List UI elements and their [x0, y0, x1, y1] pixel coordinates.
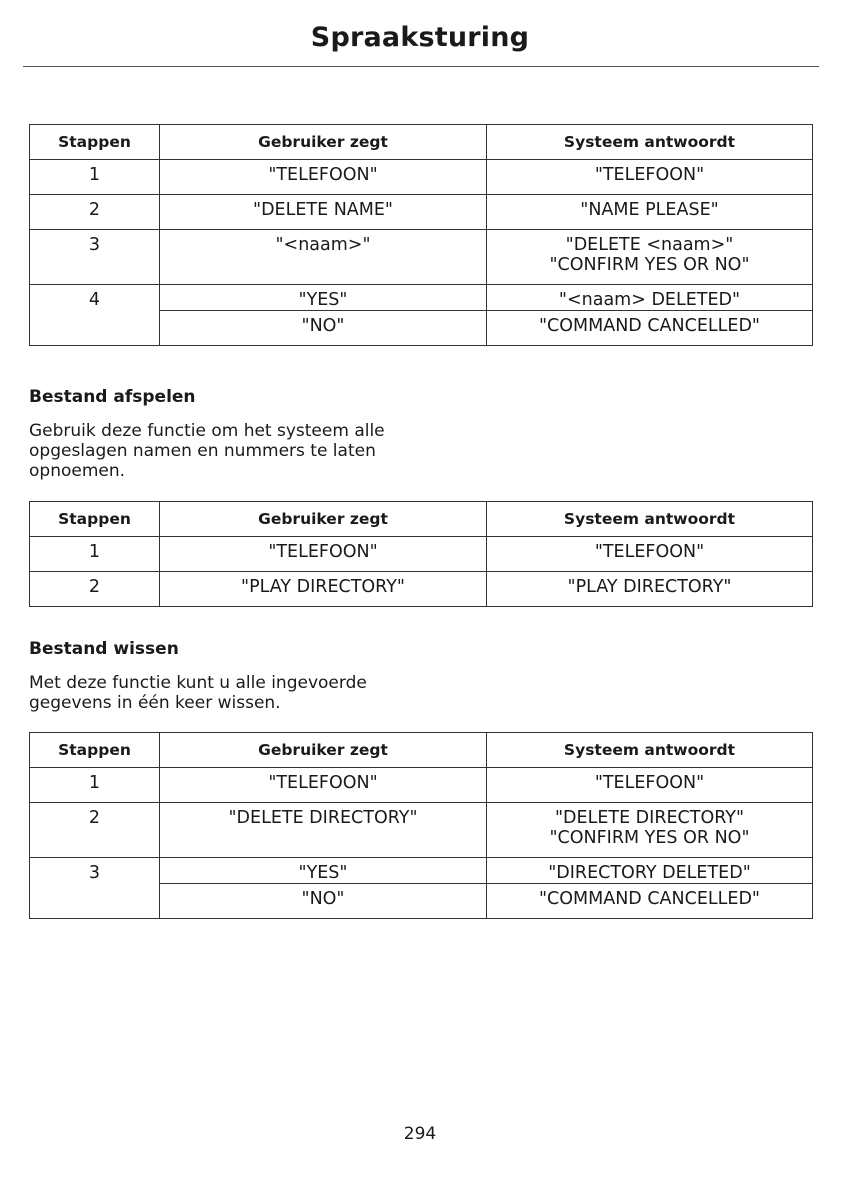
table-row — [30, 230, 813, 285]
user-command: "NO" — [160, 311, 487, 346]
user-command: "<naam>" — [160, 230, 487, 285]
step-number: 2 — [30, 803, 160, 858]
system-response: "COMMAND CANCELLED" — [487, 311, 813, 346]
section-description-play-directory — [29, 421, 429, 481]
table-row — [30, 572, 813, 607]
system-response-line: "CONFIRM YES OR NO" — [549, 828, 750, 848]
step-number: 2 — [30, 572, 160, 607]
user-command: "TELEFOON" — [160, 160, 487, 195]
description-line: opnoemen. — [29, 461, 126, 481]
system-response: "TELEFOON" — [487, 768, 813, 803]
table-row — [30, 858, 813, 884]
column-header-system-answers: Systeem antwoordt — [487, 733, 813, 768]
table-row — [30, 803, 813, 858]
table-row — [30, 537, 813, 572]
system-response: "DIRECTORY DELETED" — [487, 858, 813, 884]
column-header-steps: Stappen — [30, 125, 160, 160]
user-command: "PLAY DIRECTORY" — [160, 572, 487, 607]
system-response-line: "CONFIRM YES OR NO" — [549, 255, 750, 275]
step-number: 3 — [30, 230, 160, 285]
system-response: "PLAY DIRECTORY" — [487, 572, 813, 607]
play-directory-table — [29, 501, 813, 607]
page-title: Spraaksturing — [310, 22, 530, 53]
column-header-user-says: Gebruiker zegt — [160, 125, 487, 160]
column-header-steps: Stappen — [30, 502, 160, 537]
page-number: 294 — [403, 1124, 437, 1144]
step-number: 1 — [30, 537, 160, 572]
table-header-row — [30, 125, 813, 160]
system-response — [487, 230, 813, 285]
table-row — [30, 195, 813, 230]
system-response-line: "DELETE DIRECTORY" — [554, 808, 744, 828]
column-header-steps: Stappen — [30, 733, 160, 768]
table-header-row — [30, 733, 813, 768]
system-response: "TELEFOON" — [487, 160, 813, 195]
user-command: "TELEFOON" — [160, 537, 487, 572]
system-response: "NAME PLEASE" — [487, 195, 813, 230]
description-line: Gebruik deze functie om het systeem alle — [29, 421, 385, 441]
user-command: "YES" — [160, 858, 487, 884]
system-response: "TELEFOON" — [487, 537, 813, 572]
table-header-row — [30, 502, 813, 537]
user-command: "YES" — [160, 285, 487, 311]
user-command: "DELETE DIRECTORY" — [160, 803, 487, 858]
system-response: "<naam> DELETED" — [487, 285, 813, 311]
user-command: "TELEFOON" — [160, 768, 487, 803]
step-number: 2 — [30, 195, 160, 230]
description-line: Met deze functie kunt u alle ingevoerde — [29, 673, 367, 693]
title-divider — [23, 66, 819, 67]
description-line: gegevens in één keer wissen. — [29, 693, 281, 713]
system-response-line: "DELETE <naam>" — [565, 235, 734, 255]
step-number: 1 — [30, 768, 160, 803]
section-description-delete-directory — [29, 673, 429, 713]
column-header-user-says: Gebruiker zegt — [160, 733, 487, 768]
table-row — [30, 160, 813, 195]
system-response: "COMMAND CANCELLED" — [487, 884, 813, 919]
step-number: 3 — [30, 858, 160, 919]
section-heading-play-directory: Bestand afspelen — [29, 387, 196, 407]
section-heading-delete-directory: Bestand wissen — [29, 639, 179, 659]
delete-name-table — [29, 124, 813, 346]
user-command: "NO" — [160, 884, 487, 919]
system-response — [487, 803, 813, 858]
step-number: 1 — [30, 160, 160, 195]
description-line: opgeslagen namen en nummers te laten — [29, 441, 376, 461]
user-command: "DELETE NAME" — [160, 195, 487, 230]
table-row — [30, 768, 813, 803]
column-header-system-answers: Systeem antwoordt — [487, 125, 813, 160]
delete-directory-table — [29, 732, 813, 919]
column-header-system-answers: Systeem antwoordt — [487, 502, 813, 537]
table-row — [30, 285, 813, 311]
step-number: 4 — [30, 285, 160, 346]
column-header-user-says: Gebruiker zegt — [160, 502, 487, 537]
